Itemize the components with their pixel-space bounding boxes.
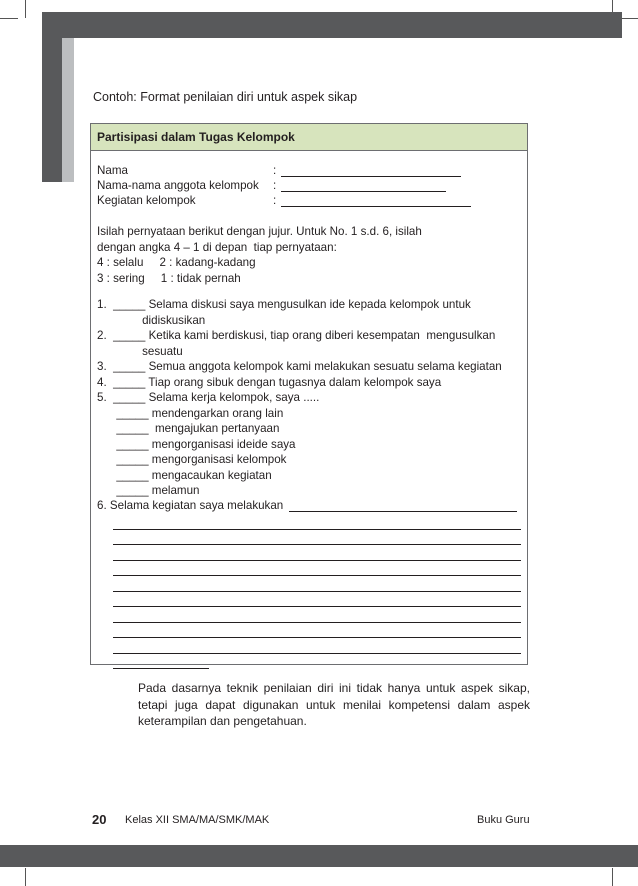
- statement-item: 6. Selama kegiatan saya melakukan: [97, 499, 284, 512]
- page-number: 20: [92, 812, 107, 827]
- statement-item: sesuatu: [97, 345, 183, 358]
- field-label-name: Nama: [97, 164, 128, 177]
- footer-book-title: Kelas XII SMA/MA/SMK/MAK: [125, 814, 270, 826]
- side-decorative-bar-light: [62, 38, 74, 182]
- field-blank-activity[interactable]: [281, 206, 471, 207]
- top-decorative-bar: [42, 12, 622, 38]
- answer-line[interactable]: [113, 653, 521, 654]
- crop-mark: [0, 18, 18, 19]
- crop-mark: [25, 868, 26, 886]
- scale-line: 3 : sering 1 : tidak pernah: [97, 272, 241, 285]
- answer-line[interactable]: [113, 606, 521, 607]
- statement-item: 2. _____ Ketika kami berdiskusi, tiap orang diberi kesempatan mengusulkan: [97, 329, 496, 342]
- statement-item: didiskusikan: [97, 314, 206, 327]
- assessment-box: [90, 123, 528, 665]
- crop-mark: [620, 18, 638, 19]
- answer-line[interactable]: [113, 622, 521, 623]
- instruction-line: dengan angka 4 – 1 di depan tiap pernyataan:: [97, 241, 337, 254]
- answer-line[interactable]: [113, 637, 521, 638]
- side-decorative-bar: [42, 12, 62, 182]
- scale-line: 4 : selalu 2 : kadang-kadang: [97, 256, 256, 269]
- sub-item: _____ melamun: [97, 484, 200, 497]
- box-title: Partisipasi dalam Tugas Kelompok: [91, 124, 527, 151]
- field-sep: :: [273, 164, 277, 177]
- sub-item: _____ mengorganisasi ideide saya: [97, 438, 296, 451]
- answer-line[interactable]: [113, 544, 521, 545]
- sub-item: _____ mengajukan pertanyaan: [97, 422, 280, 435]
- answer-line[interactable]: [113, 591, 521, 592]
- statement-item: 3. _____ Semua anggota kelompok kami melakukan sesuatu selama kegiatan: [97, 360, 502, 373]
- crop-mark: [612, 868, 613, 886]
- footer-series: Buku Guru: [477, 814, 530, 826]
- answer-line[interactable]: [113, 575, 521, 576]
- field-label-members: Nama-nama anggota kelompok: [97, 179, 259, 192]
- statement-item: 4. _____ Tiap orang sibuk dengan tugasnya dalam kelompok saya: [97, 376, 442, 389]
- answer-line[interactable]: [113, 668, 209, 669]
- field-label-activity: Kegiatan kelompok: [97, 194, 196, 207]
- answer-line[interactable]: [113, 529, 521, 530]
- field-blank-members[interactable]: [281, 191, 446, 192]
- answer-line[interactable]: [113, 560, 521, 561]
- sub-item: _____ mengorganisasi kelompok: [97, 453, 287, 466]
- crop-mark: [25, 0, 26, 18]
- bottom-decorative-bar: [0, 845, 638, 867]
- field-sep: :: [273, 194, 277, 207]
- example-caption: Contoh: Format penilaian diri untuk aspek sikap: [93, 90, 358, 104]
- explanation-paragraph: Pada dasarnya teknik penilaian diri ini tidak hanya untuk aspek sikap, tetapi juga dapat digunakan untuk menilai kompetensi dalam aspek keterampilan dan pengetahuan.: [138, 681, 530, 728]
- sub-item: _____ mendengarkan orang lain: [97, 407, 284, 420]
- statement-item: 5. _____ Selama kerja kelompok, saya .....: [97, 391, 320, 404]
- statement-item: 1. _____ Selama diskusi saya mengusulkan ide kepada kelompok untuk: [97, 298, 471, 311]
- answer-line[interactable]: [289, 511, 517, 512]
- field-sep: :: [273, 179, 277, 192]
- instruction-line: Isilah pernyataan berikut dengan jujur. Untuk No. 1 s.d. 6, isilah: [97, 225, 422, 238]
- field-blank-name[interactable]: [281, 176, 461, 177]
- sub-item: _____ mengacaukan kegiatan: [97, 469, 272, 482]
